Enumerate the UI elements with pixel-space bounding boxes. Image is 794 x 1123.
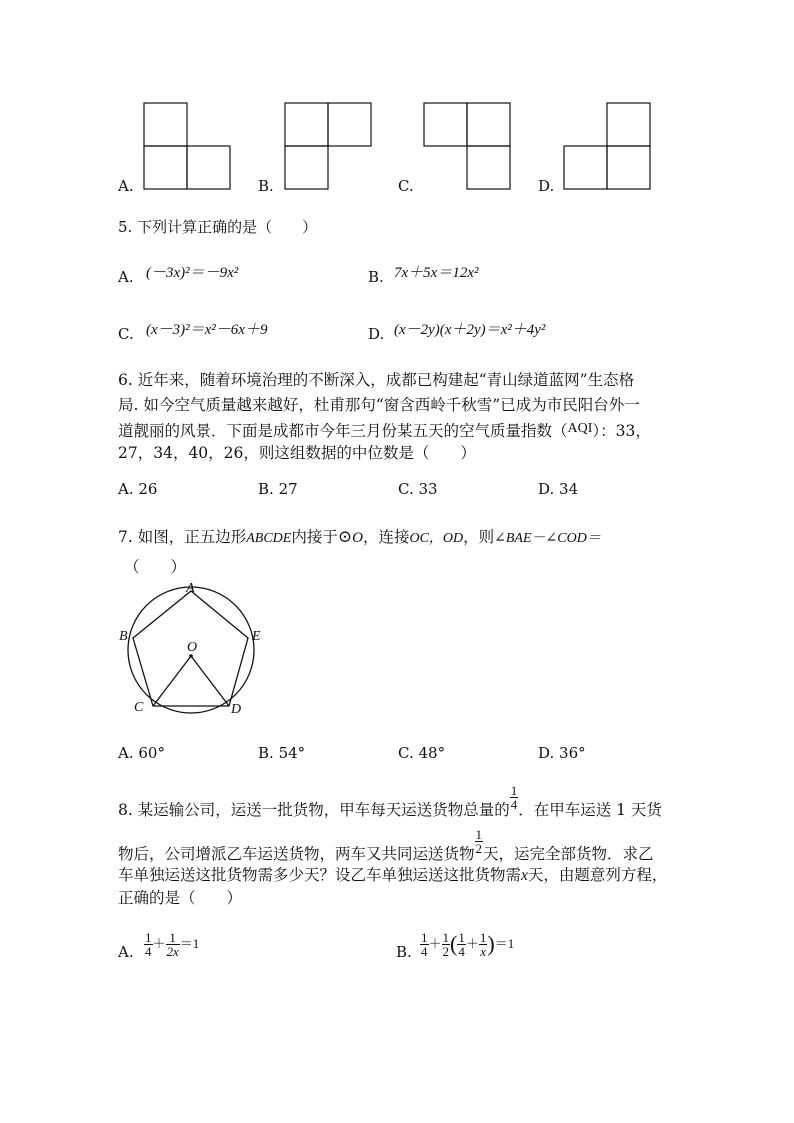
q8-line-1-pre: 8. 某运输公司，运送一批货物，甲车每天运送货物总量的 bbox=[118, 801, 510, 819]
q6-aqi: AQI bbox=[567, 421, 593, 436]
q7-option-c-label: C. bbox=[398, 744, 414, 762]
q7-option-d-label: D. bbox=[538, 744, 555, 762]
q5-option-a-expr: (－3x)²＝－9x² bbox=[146, 265, 239, 281]
point-label-a: A bbox=[186, 581, 195, 596]
q5-option-c-label[interactable]: C. bbox=[118, 325, 134, 343]
q8-option-b-label[interactable]: B. bbox=[396, 943, 412, 961]
frac-num: 1 bbox=[475, 827, 483, 842]
segment-od bbox=[191, 656, 229, 706]
q8-option-a-label[interactable]: A. bbox=[118, 943, 134, 961]
q8-variable-x: x bbox=[521, 867, 528, 884]
frac-num: 1 bbox=[458, 929, 465, 945]
q6-option-d-label: D. bbox=[538, 480, 555, 498]
q6-line-4: 27，34，40，26，则这组数据的中位数是（ ） bbox=[118, 444, 476, 462]
q4-option-b-label[interactable]: B. bbox=[258, 177, 274, 195]
q7-option-c-value: 48° bbox=[418, 744, 446, 762]
frac-den: 4 bbox=[510, 797, 518, 812]
q7-option-a[interactable] bbox=[118, 743, 165, 763]
right-paren: ) bbox=[487, 931, 495, 956]
q7-option-b[interactable] bbox=[258, 743, 305, 763]
frac-den: 4 bbox=[421, 943, 428, 959]
frac bbox=[442, 931, 451, 958]
q8-line-3-pre: 车单独运送这批货物需多少天？设乙车单独运送这批货物需 bbox=[118, 866, 522, 884]
q7-answer-paren: （ ） bbox=[124, 558, 187, 576]
q6-option-a-value: 26 bbox=[138, 480, 158, 498]
q5-option-c-expr: (x－3)²＝x²－6x＋9 bbox=[146, 322, 268, 338]
q7-stem-mid2: ，连接 bbox=[362, 528, 410, 546]
frac-num: 1 bbox=[510, 783, 518, 798]
q8-option-b-expr bbox=[420, 928, 514, 959]
frac-den: 4 bbox=[145, 943, 152, 959]
q7-option-a-label: A. bbox=[118, 744, 134, 762]
frac-num: 1 bbox=[166, 931, 180, 945]
q7-segments: OC，OD bbox=[409, 531, 464, 546]
q7-stem-mid3: ，则 bbox=[463, 528, 495, 546]
circle-dot-icon: ⊙ bbox=[337, 527, 353, 546]
q5-stem: 5. 下列计算正确的是（ ） bbox=[118, 218, 318, 236]
q6-option-b-label: B. bbox=[258, 480, 274, 498]
q4-option-a-label[interactable]: A. bbox=[118, 177, 134, 195]
q8-line-4: 正确的是（ ） bbox=[118, 889, 243, 907]
point-label-o: O bbox=[187, 640, 198, 655]
plus: ＋ bbox=[428, 936, 442, 951]
point-label-e: E bbox=[252, 629, 261, 644]
q6-line-1: 6. 近年来，随着环境治理的不断深入，成都已构建起“青山绿道蓝网”生态格 bbox=[118, 371, 635, 389]
frac-num: 1 bbox=[421, 929, 428, 945]
point-label-d: D bbox=[231, 702, 242, 717]
frac-den: 2x bbox=[166, 943, 179, 959]
frac bbox=[166, 931, 180, 958]
q6-line-3-pre: 道靓丽的风景．下面是成都市今年三月份某五天的空气质量指数（ bbox=[118, 422, 568, 440]
q8-line-1-post: ．在甲车运送 1 天货 bbox=[518, 801, 662, 819]
plus: ＋ bbox=[152, 936, 166, 951]
segment-oc bbox=[153, 656, 191, 706]
q5-option-d-label[interactable]: D. bbox=[368, 325, 385, 343]
left-paren: ( bbox=[450, 931, 458, 956]
q5-option-a-label[interactable]: A. bbox=[118, 268, 134, 286]
q8-line-1 bbox=[118, 784, 662, 825]
q7-expression: ∠BAE－∠COD＝ bbox=[494, 531, 601, 546]
q8-option-a-expr bbox=[144, 928, 199, 959]
q6-line-2: 局. 如今空气质量越来越好，杜甫那句“窗含西岭千秋雪”已成为市民阳台外一 bbox=[118, 396, 640, 414]
q7-stem-pre: 7. 如图，正五边形 bbox=[118, 528, 247, 546]
q6-option-d-value: 34 bbox=[559, 480, 579, 498]
equals: ＝1 bbox=[494, 936, 515, 951]
frac-den: 4 bbox=[458, 943, 465, 959]
frac-num: 1 bbox=[479, 929, 487, 945]
q7-option-c[interactable] bbox=[398, 743, 445, 763]
q8-line-3 bbox=[118, 865, 667, 886]
frac-den: 2 bbox=[442, 943, 450, 959]
q5-option-b-expr: 7x＋5x＝12x² bbox=[394, 265, 479, 281]
frac bbox=[457, 931, 466, 958]
point-label-b: B bbox=[119, 629, 128, 644]
frac-den: x bbox=[480, 943, 486, 959]
q6-option-c-value: 33 bbox=[418, 480, 438, 498]
q7-option-d[interactable] bbox=[538, 743, 586, 763]
q7-pentagon-name: ABCDE bbox=[246, 531, 292, 546]
q6-option-a-label: A. bbox=[118, 480, 134, 498]
q8-frac-half bbox=[475, 828, 484, 855]
point-label-c: C bbox=[134, 700, 144, 715]
q5-option-b-label[interactable]: B. bbox=[368, 268, 384, 286]
q8-line-2 bbox=[118, 828, 654, 869]
q8-line-2-pre: 物后，公司增派乙车运送货物，两车又共同运送货物 bbox=[118, 845, 475, 863]
q7-option-b-value: 54° bbox=[278, 744, 306, 762]
q7-option-d-value: 36° bbox=[559, 744, 586, 762]
q7-stem-mid1: 内接于 bbox=[291, 528, 338, 546]
q6-option-b-value: 27 bbox=[278, 480, 298, 498]
frac-num: 1 bbox=[145, 929, 152, 945]
q7-circle-name: O bbox=[352, 530, 363, 546]
q8-frac-quarter bbox=[510, 784, 519, 811]
q6-line-3-post: ）：33， bbox=[592, 422, 651, 440]
frac-num: 1 bbox=[442, 929, 450, 945]
plus: ＋ bbox=[465, 936, 479, 951]
q8-line-3-post: 天，由题意列方程， bbox=[527, 866, 668, 884]
equals: ＝1 bbox=[179, 936, 200, 951]
q6-option-c-label: C. bbox=[398, 480, 414, 498]
q4-option-c-label[interactable]: C. bbox=[398, 177, 414, 195]
q8-line-2-post: 天，运完全部货物．求乙 bbox=[483, 845, 654, 863]
frac bbox=[144, 931, 153, 958]
q7-option-b-label: B. bbox=[258, 744, 274, 762]
q4-option-d-label[interactable]: D. bbox=[538, 177, 555, 195]
q5-option-d-expr: (x－2y)(x＋2y)＝x²＋4y² bbox=[394, 322, 546, 338]
frac bbox=[420, 931, 429, 958]
q7-option-a-value: 60° bbox=[138, 744, 165, 762]
frac-den: 2 bbox=[475, 841, 483, 856]
